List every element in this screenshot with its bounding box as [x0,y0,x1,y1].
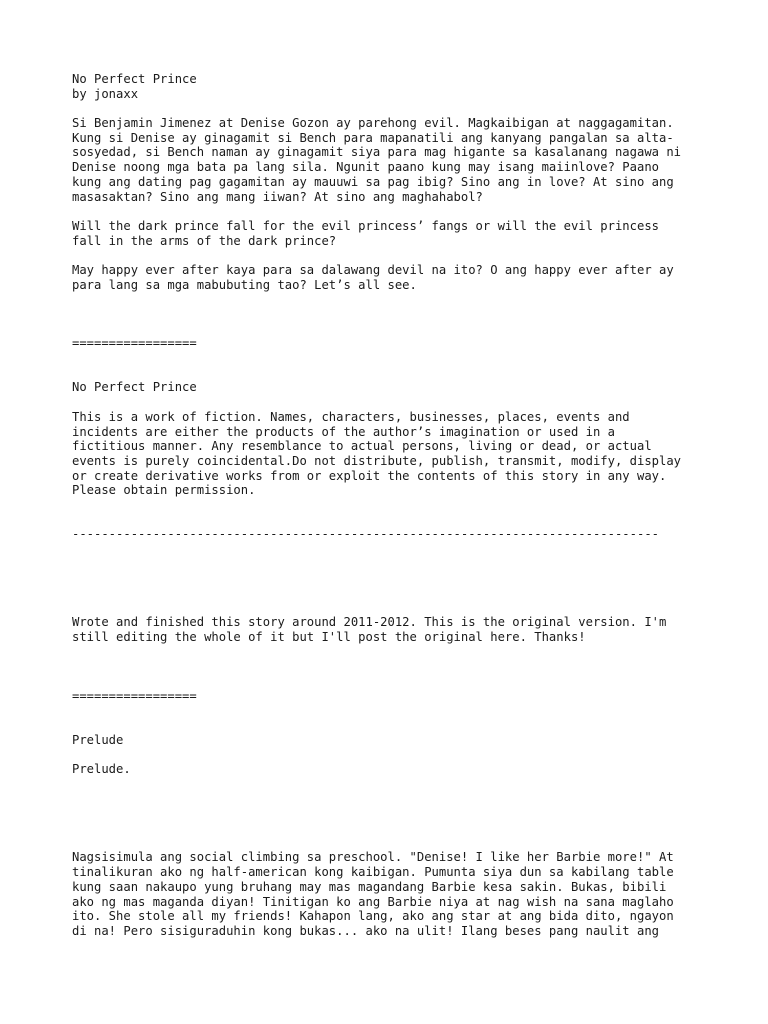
blank-line [72,836,712,851]
blank-line [72,351,712,366]
synopsis-line: Kung si Denise ay ginagamit si Bench para mapanatili ang kanyang pangalan sa alta- [72,130,674,145]
story-paragraph [72,850,712,938]
blank-line [72,513,712,528]
blank-line [72,571,712,586]
author-note-line: Wrote and finished this story around 2011-2012. This is the original version. I'm [72,615,667,630]
story-line: tinalikuran ako ng half-american kong kaibigan. Pumunta siya dun sa kabilang table [72,865,674,880]
story-line: ako ng mas maganda diyan! Tinitigan ko ang Barbie niya at nag wish na sana maglaho [72,894,674,909]
blank-line [72,366,712,381]
blank-line [72,806,712,821]
chapter-subheading: Prelude. [72,762,131,777]
blank-line [72,322,712,337]
blank-line [72,498,712,513]
separator-dashes: -------------------------------------------------------------------------------- [72,527,659,542]
disclaimer-line: fictitious manner. Any resemblance to actual persons, living or dead, or actual [72,439,652,454]
separator-equals: ================= [72,688,197,703]
blank-line [72,204,712,219]
story-line: di na! Pero sisiguraduhin kong bukas... ako na ulit! Ilang beses pang naulit ang [72,923,659,938]
story-line: ito. She stole all my friends! Kahapon lang, ako ang star at ang bida dito, ngayon [72,909,674,924]
disclaimer-line: or create derivative works from or exploit the contents of this story in any way. [72,468,667,483]
document-byline: by jonaxx [72,86,139,101]
blank-line [72,586,712,601]
disclaimer-line: events is purely coincidental.Do not distribute, publish, transmit, modify, display [72,453,682,468]
synopsis-line: masasaktan? Sino ang mang iiwan? At sino ang maghahabol? [72,189,483,204]
synopsis-line: kung ang dating pag gagamitan ay mauuwi sa pag ibig? Sino ang in love? At sino ang [72,174,674,189]
disclaimer-line: This is a work of fiction. Names, characters, businesses, places, events and [72,409,630,424]
question-line: Will the dark prince fall for the evil princess’ fangs or will the evil princess [72,218,659,233]
story-line: Nagsisimula ang social climbing sa preschool. "Denise! I like her Barbie more!" At [72,850,674,865]
document-title: No Perfect Prince [72,72,197,86]
ending-paragraph [72,263,712,292]
synopsis-paragraph [72,116,712,204]
blank-line [72,645,712,660]
author-note-line: still editing the whole of it but I'll post the original here. Thanks! [72,630,586,645]
blank-line [72,660,712,675]
story-line: kung saan nakaupo yung bruhang may mas magandang Barbie kesa sakin. Bukas, bibili [72,879,667,894]
blank-line [72,674,712,689]
ending-line: para lang sa mga mabubuting tao? Let’s all see. [72,277,417,292]
blank-line [72,821,712,836]
disclaimer-line: incidents are either the products of the author’s imagination or used in a [72,424,615,439]
blank-line [72,542,712,557]
blank-line [72,601,712,616]
synopsis-line: Denise noong mga bata pa lang sila. Ngunit paano kung may isang maiinlove? Paano [72,160,659,175]
blank-line [72,777,712,792]
blank-line [72,557,712,572]
blank-line [72,792,712,807]
disclaimer-line: Please obtain permission. [72,483,256,498]
ending-line: May happy ever after kaya para sa dalawang devil na ito? O ang happy ever after ay [72,262,674,277]
disclaimer-paragraph [72,410,712,498]
question-line: fall in the arms of the dark prince? [72,233,337,248]
blank-line [72,248,712,263]
chapter-heading: Prelude [72,732,124,747]
question-paragraph [72,219,712,248]
blank-line [72,292,712,307]
synopsis-line: sosyedad, si Bench naman ay ginagamit siya para mag higante sa kasalanang nagawa ni [72,145,682,160]
document-page [72,72,712,939]
blank-line [72,307,712,322]
blank-line [72,395,712,410]
blank-line [72,101,712,116]
author-note-paragraph [72,615,712,644]
synopsis-line: Si Benjamin Jimenez at Denise Gozon ay parehong evil. Magkaibigan at naggagamitan. [72,116,674,131]
blank-line [72,704,712,719]
blank-line [72,748,712,763]
blank-line [72,718,712,733]
section-title: No Perfect Prince [72,380,197,395]
separator-equals: ================= [72,336,197,351]
